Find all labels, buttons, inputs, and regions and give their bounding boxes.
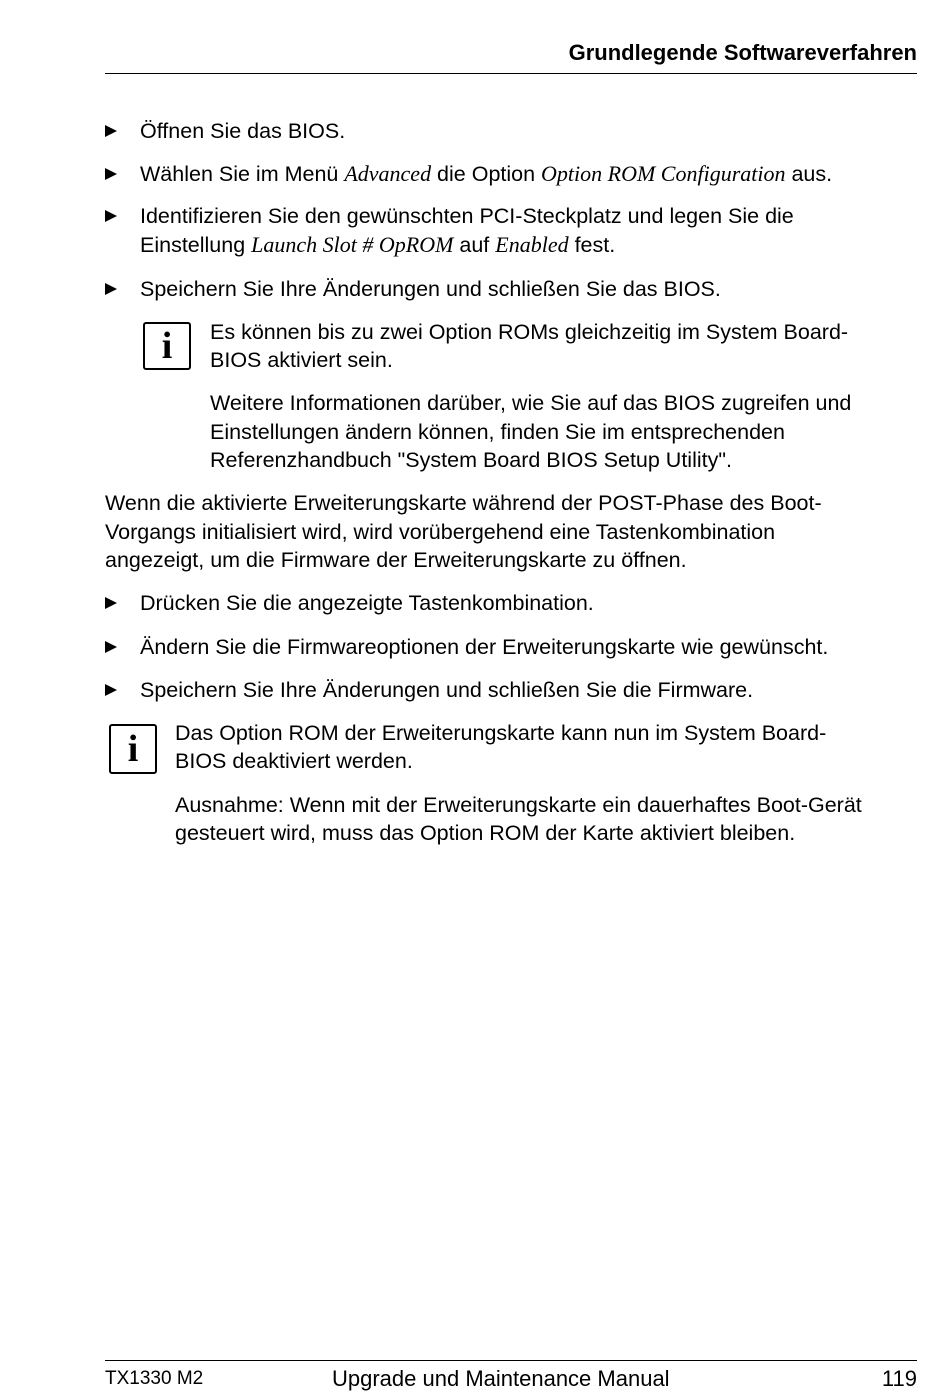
body-paragraph-line1: Wenn die aktivierte Erweiterungskarte während der POST-Phase des Boot- <box>105 491 822 515</box>
body-paragraph-line2: Vorgangs initialisiert wird, wird vorübergehend eine Tastenkombination <box>105 520 776 544</box>
note1-text-line4: Einstellungen ändern können, finden Sie im entsprechenden <box>210 420 785 444</box>
step-save-bios: Speichern Sie Ihre Änderungen und schließen Sie das BIOS. <box>140 277 721 301</box>
setting-name: Launch Slot # OpROM <box>251 232 454 257</box>
info-icon: i <box>109 724 157 774</box>
bullet-icon <box>105 210 117 222</box>
step-text: Einstellung <box>140 233 252 257</box>
footer-manual-title: Upgrade und Maintenance Manual <box>332 1366 670 1391</box>
setting-value: Enabled <box>495 232 569 257</box>
step-open-bios: Öffnen Sie das BIOS. <box>140 119 346 143</box>
footer-model: TX1330 M2 <box>105 1368 204 1389</box>
step-text: auf <box>453 233 496 257</box>
step-identify-slot-line2 <box>140 231 615 259</box>
body-paragraph-line3: angezeigt, um die Firmware der Erweiterungskarte zu öffnen. <box>105 548 687 572</box>
step-identify-slot-line1: Identifizieren Sie den gewünschten PCI-Steckplatz und legen Sie die <box>140 204 794 228</box>
note2-text-line1: Das Option ROM der Erweiterungskarte kann nun im System Board- <box>175 721 827 745</box>
bullet-icon <box>105 168 117 180</box>
note2-text-line2: BIOS deaktiviert werden. <box>175 749 413 773</box>
note1-text-line3: Weitere Informationen darüber, wie Sie auf das BIOS zugreifen und <box>210 391 852 415</box>
note2-text-line3: Ausnahme: Wenn mit der Erweiterungskarte ein dauerhaftes Boot-Gerät <box>175 793 862 817</box>
step-press-key: Drücken Sie die angezeigte Tastenkombination. <box>140 591 594 615</box>
step-save-firmware: Speichern Sie Ihre Änderungen und schließen Sie die Firmware. <box>140 678 754 702</box>
step-text: Wählen Sie im Menü <box>140 162 345 186</box>
bullet-icon <box>105 283 117 295</box>
header-rule <box>105 73 917 74</box>
step-text: fest. <box>568 233 616 257</box>
step-text: aus. <box>785 162 833 186</box>
note2-text-line4: gesteuert wird, muss das Option ROM der Karte aktiviert bleiben. <box>175 821 796 845</box>
bullet-icon <box>105 684 117 696</box>
bullet-icon <box>105 641 117 653</box>
bullet-icon <box>105 125 117 137</box>
step-change-firmware: Ändern Sie die Firmwareoptionen der Erweiterungskarte wie gewünscht. <box>140 635 829 659</box>
note1-text-line2: BIOS aktiviert sein. <box>210 348 393 372</box>
step-text: die Option <box>431 162 542 186</box>
note1-text-line1: Es können bis zu zwei Option ROMs gleichzeitig im System Board- <box>210 320 849 344</box>
note1-text-line5: Referenzhandbuch "System Board BIOS Setup Utility". <box>210 448 732 472</box>
step-select-option <box>140 160 832 188</box>
footer-rule <box>105 1360 917 1361</box>
page-number: 119 <box>881 1366 917 1391</box>
menu-name: Advanced <box>344 161 432 186</box>
info-icon: i <box>143 322 191 370</box>
option-name: Option ROM Configuration <box>541 161 786 186</box>
bullet-icon <box>105 597 117 609</box>
page-header-title: Grundlegende Softwareverfahren <box>568 40 917 65</box>
